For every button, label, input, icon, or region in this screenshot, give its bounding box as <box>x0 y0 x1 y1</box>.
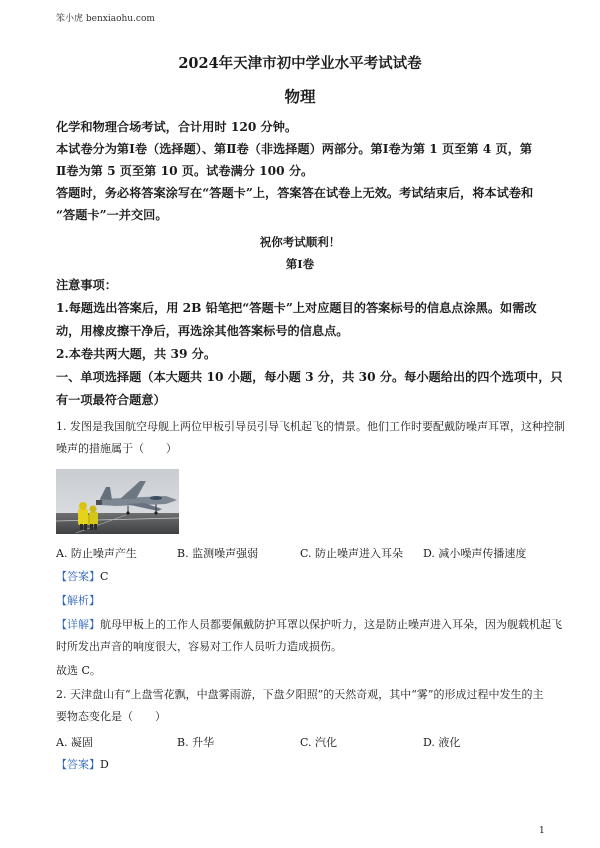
q1-options <box>56 545 556 561</box>
q2-option-a: A. 凝固 <box>56 736 93 749</box>
q1-detail-tag: 【详解】 <box>56 618 100 631</box>
q1-option-a: A. 防止噪声产生 <box>56 547 137 560</box>
q1-detail-line-2: 时所发出声音的响度很大，容易对工作人员听力造成损伤。 <box>56 640 342 653</box>
notes-item-1-line-2: 动，用橡皮擦干净后，再选涂其他答案标号的信息点。 <box>56 324 349 338</box>
section-1-line-1: 一、单项选择题（本大题共 10 小题，每小题 3 分，共 30 分。每小题给出的四个选项中，只 <box>56 370 563 384</box>
page-number: 1 <box>539 826 545 836</box>
notes-item-1-line-1: 1.每题选出答案后，用 2B 铅笔把“答题卡”上对应题目的答案标号的信息点涂黑。如需改 <box>56 301 537 315</box>
q2-answer-tag: 【答案】 <box>56 758 100 771</box>
q2-options <box>56 734 556 750</box>
q1-answer-tag: 【答案】 <box>56 570 100 583</box>
q2-answer: D <box>100 758 109 771</box>
q2-option-b: B. 升华 <box>177 736 215 749</box>
q2-option-d: D. 液化 <box>423 736 461 749</box>
intro-line-1: 化学和物理合场考试，合计用时 120 分钟。 <box>56 120 298 134</box>
intro-line-4: 答题时，务必将答案涂写在“答题卡”上，答案答在试卷上无效。考试结束后，将本试卷和 <box>56 186 534 200</box>
intro-line-3: Ⅱ卷为第 5 页至第 10 页。试卷满分 100 分。 <box>56 164 314 178</box>
q2-stem-line-1: 2. 天津盘山有“上盘雪花飘，中盘雾雨游，下盘夕阳照”的天然奇观，其中“雾”的形成过程中发生的主 <box>56 688 544 701</box>
q1-stem-line-1: 1. 发图是我国航空母舰上两位甲板引导员引导飞机起飞的情景。他们工作时要配戴防噪声耳罩，这种控制 <box>56 420 565 433</box>
q1-detail-text-1: 航母甲板上的工作人员都要佩戴防护耳罩以保护听力，这是防止噪声进入耳朵，因为舰载机起飞 <box>100 618 562 631</box>
volume-title: 第Ⅰ卷 <box>285 257 315 271</box>
section-1-line-2: 有一项最符合题意） <box>56 393 166 407</box>
wish-text: 祝你考试顺利！ <box>259 235 341 249</box>
q1-option-c: C. 防止噪声进入耳朵 <box>300 547 404 560</box>
exam-title: 2024年天津市初中学业水平考试试卷 <box>178 55 422 72</box>
q1-option-d: D. 减小噪声传播速度 <box>423 547 527 560</box>
q1-answer-line <box>56 570 556 584</box>
q1-analysis-tag: 【解析】 <box>56 594 100 607</box>
subject-title: 物理 <box>284 87 316 106</box>
q1-analysis-tag-line <box>56 594 556 608</box>
q2-option-c: C. 汽化 <box>300 736 338 749</box>
notes-item-2: 2.本卷共两大题，共 39 分。 <box>56 347 217 361</box>
q1-answer: C <box>100 570 109 583</box>
intro-line-2: 本试卷分为第Ⅰ卷（选择题）、第Ⅱ卷（非选择题）两部分。第Ⅰ卷为第 1 页至第 4 页，第 <box>56 142 533 156</box>
watermark-text: 笨小虎 benxiaohu.com <box>56 14 155 24</box>
notes-heading: 注意事项： <box>56 278 117 292</box>
q1-detail-line-1 <box>56 618 562 632</box>
aircraft-carrier-photo <box>56 469 179 534</box>
q2-stem-line-2: 要物态变化是（ ） <box>56 710 166 723</box>
q1-stem-line-2: 噪声的措施属于（ ） <box>56 442 177 455</box>
q2-answer-line <box>56 758 556 772</box>
q1-conclusion: 故选 C。 <box>56 664 101 677</box>
intro-line-5: “答题卡”一并交回。 <box>56 208 168 222</box>
q1-option-b: B. 监测噪声强弱 <box>177 547 259 560</box>
